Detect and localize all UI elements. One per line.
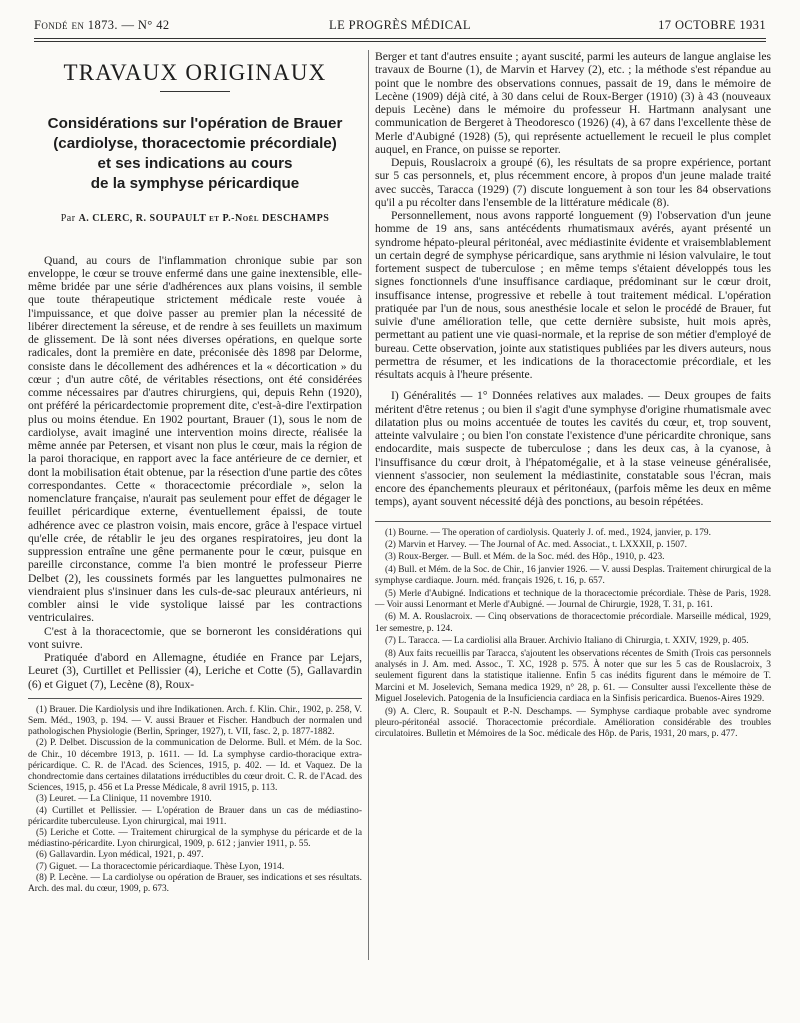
body-paragraph: Quand, au cours de l'inflammation chronique subie par son enveloppe, le cœur se trouve enfermé dans une gaine inextensible, elle-même bridée par une série d'adhérences aux plans voisins, il semble que toute thérapeutique strictement médicale reste vouée à l'impuissance, et que doive passer au premier plan la nécessité de libérer directement la séreuse, et de rendre à ses feuillets un maximum de glissement. De là sont nées diverses opérations, en quelque sorte radicales, dont la première en date, préconisée dès 1898 par Delorme, consiste dans le décollement des adhérences et la « décortication » du cœur ; d'un autre côté, de véritables résections, ont été considérées comme nécessaires par d'autres chirurgiens, qui, depuis Rehn (1920), ont préféré la péricardectomie proprement dite, c'est-à-dire l'extirpation plus ou moins étendue. En 1902 pourtant, Brauer (1), sous le nom de cardiolyse, avait imaginé une intervention moins directe, réalisée la même année par Petersen, et visant non plus le cœur, mais la région de la paroi thoracique, en rapport avec la face antérieure de ce dernier, et dont la mobilisation était obtenue, par la résection d'une partie des côtes correspondantes. Cette « thoracectomie précordiale », selon la nomenclature française, n'aurait pas seulement pour effet de dégager le feuillet péricardique externe, éventuellement épaissi, de toute adhérence avec ce plastron voisin, mais encore, grâce à l'espace virtuel qu'elle crée, de rétablir le jeu des organes respiratoires, jeu dont la suppression entraîne une gêne permanente pour le cœur, puisque en pareille circonstance, comme l'a bien montré le professeur Pierre Delbet (2), les coussinets formés par les languettes pulmonaires ne viendraient plus s'insinuer dans les culs-de-sac pleuraux antérieurs, ni combler ainsi le vide systolique laissé par les contractions ventriculaires. bbox=[28, 253, 362, 625]
header-rule-double bbox=[34, 41, 766, 42]
footnote: (5) Leriche et Cotte. — Traitement chirurgical de la symphyse du péricarde et de la médiastino-péricardite. Lyon chirurgical, 1909, p. 612 ; janvier 1911, p. 55. bbox=[28, 827, 362, 850]
body-paragraph: Depuis, Rouslacroix a groupé (6), les résultats de sa propre expérience, portant sur 5 cas personnels, et, plus récemment encore, à propos d'un jeune malade traité avec succès, Taracca (1929) (7) discute longuement à son tour les 84 observations qu'il a pu récolter dans l'ensemble de la littérature médicale (8). bbox=[375, 156, 771, 209]
header-founded: Fondé en 1873. — N° 42 bbox=[34, 18, 170, 32]
footnote: (4) Curtillet et Pellissier. — L'opération de Brauer dans un cas de médiastino-péricardite tuberculeuse. Lyon chirurgical, mai 1911. bbox=[28, 805, 362, 827]
footnote: (6) Gallavardin. Lyon médical, 1921, p. 497. bbox=[36, 850, 204, 861]
footnotes-rule bbox=[28, 698, 362, 699]
running-header bbox=[34, 16, 766, 36]
footnote: (5) Merle d'Aubigné. Indications et technique de la thoracectomie précordiale. Thèse de Paris, 1928. — Voir aussi Lenormant et Merle d'Aubigné. — Journal de Chirurgie, 1928, T. 31, p. 161. bbox=[375, 588, 771, 610]
byline-authors: A. CLERC, R. SOUPAULT et P.-Noël DESCHAMPS bbox=[78, 213, 330, 225]
body-paragraph: Berger et tant d'autres ensuite ; ayant suscité, parmi les auteurs de langue anglaise les travaux de Bourne (1), de Marvin et Harvey (2), etc. ; la méthode s'est répandue au point que le nombre des observations connues, passait de 19, dans le mémoire de Lecène (1909) déjà cité, à 30 dans celui de Roux-Berger (1910) (3) à 43 (nouveaux depuis Lecène) dans le mémoire du professeur H. Hartmann analysant une communication de Bergeret à Theodoresco (1926) (4), à 67 dans l'excellente thèse de Merle d'Aubigné (1928) (5), qui représente actuellement le recueil le plus complet auquel, en France, on puisse se reporter. bbox=[375, 50, 771, 156]
byline-prefix: Par bbox=[60, 213, 76, 225]
footnote: (8) P. Lecène. — La cardiolyse ou opération de Brauer, ses indications et ses résultats. Arch. des mal. du cœur, 1909, p. 673. bbox=[28, 872, 362, 894]
article-title bbox=[28, 114, 362, 194]
footnote: (2) P. Delbet. Discussion de la communication de Delorme. Bull. et Mém. de la Soc. de Chir., 10 décembre 1913, p. 1611. — Id. La symphyse cardio-thoracique extra-péricardique. C. R. de l'Acad. des Sciences, 1915, p. 402. — Id. et Vaquez. De la chondrectomie dans certaines dilatations irréductibles du cœur droit. C. R. de l'Acad. des Sciences, 1915, p. 456 et La Presse Médicale, 8 avril 1915, p. 113. bbox=[28, 738, 362, 794]
section-title: TRAVAUX ORIGINAUX bbox=[63, 60, 327, 85]
byline bbox=[28, 212, 362, 225]
body-paragraph: Pratiquée d'abord en Allemagne, étudiée en France par Lejars, Leuret (3), Curtillet et Pellissier (4), Leriche et Cotte (5), Gallavardin (6) et Giguet (7), Lecène (8), Roux- bbox=[28, 651, 362, 691]
footnote: (9) A. Clerc, R. Soupault et P.-N. Deschamps. — Symphyse cardiaque probable avec syndrome pleuro-péritonéal associé. Thoracectomie précordiale. Amélioration considérable des troubles circulatoires. Bulletin et Mémoires de la Soc. médicale des Hôp. de Paris, 1931, 20 mars, p. 477. bbox=[375, 706, 771, 740]
article-title-line: et ses indications au cours bbox=[97, 155, 293, 173]
left-footnotes bbox=[28, 705, 362, 895]
body-paragraph: Personnellement, nous avons rapporté longuement (9) l'observation d'un jeune homme de 19 ans, sans antécédents rhumatismaux avérés, ayant présenté un syndrome hépato-pleural péritonéal, avec médiastinite évidente et vraisemblablement un certain degré de symphyse péricardique, sans arythmie ni lésion valvulaire, le tout fortement suspect de tuberculose ; en même temps s'étaient développés tous les signes fonctionnels d'une insuffisance cardiaque, prédominant sur le cœur droit, insuffisance intense, progressive et rebelle à tout traitement médical. L'opération pratiquée par l'un de nous, sous anesthésie locale et selon le procédé de Brauer, fut suivie d'une amélioration telle, que cette dernière subsiste, huit mois après, permettant au patient une vie quasi-normale, et la reprise de son métier d'employé de bureau. Cette observation, jointe aux statistiques publiées par les divers auteurs, nous permettra de résumer, et les indications de la thoracectomie précordiale, et les résultats acquis à l'heure présente. bbox=[375, 209, 771, 381]
header-rule bbox=[34, 38, 766, 39]
footnote: (7) L. Taracca. — La cardiolisi alla Brauer. Archivio Italiano di Chirurgia, t. XXIV, 1929, p. 405. bbox=[385, 636, 749, 647]
footnote: (8) Aux faits recueillis par Taracca, s'ajoutent les observations récentes de Smith (Trois cas personnels analysés in J. Am. med. Assoc., T. XC, 1928 p. 575. À noter que sur les 5 cas de Rouslacroix, 3 seulement figurent dans la statistique italienne. Enfin 5 cas inédits figurent dans le mémoire de T. Marcini et M. Joselevich, Semana medica 1929, n° 28, p. 61. — Consulter aussi l'excellente thèse de Miguel Joselevich. Patogenia de la Insuficiencia cardiaca en la Sinfisis pericardica. Buenos-Aires 1929. bbox=[375, 648, 771, 705]
article-title-line: (cardiolyse, thoracectomie précordiale) bbox=[53, 135, 337, 153]
footnote: (7) Giguet. — La thoracectomie péricardiaque. Thèse Lyon, 1914. bbox=[36, 861, 285, 872]
article-title-line: de la symphyse péricardique bbox=[90, 175, 300, 193]
header-journal-title: LE PROGRÈS MÉDICAL bbox=[329, 18, 471, 32]
header-date: 17 OCTOBRE 1931 bbox=[658, 18, 766, 32]
column-separator bbox=[368, 50, 369, 960]
section-title-rule bbox=[160, 91, 230, 92]
footnote: (6) M. A. Rouslacroix. — Cinq observations de thoracectomie précordiale. Marseille médical, 1929, 1er semestre, p. 124. bbox=[375, 612, 771, 634]
article-title-line: Considérations sur l'opération de Brauer bbox=[47, 115, 343, 133]
right-footnotes bbox=[375, 521, 771, 741]
left-column bbox=[28, 50, 362, 895]
body-paragraph: I) Généralités — 1° Données relatives aux malades. — Deux groupes de faits méritent d'être retenus ; ou bien il s'agit d'une symphyse d'origine rhumatismale avec dilatation plus ou moins accentuée de toutes les cavités du cœur, et, trop souvent, atteinte valvulaire ; ou bien l'on constate l'existence d'une péricardite chronique, sans endocardite, mais suspecte de tuberculose ; dans les deux cas, à la cyanose, à l'insuffisance du cœur droit, à l'hépatomégalie, et à la stase veineuse généralisée, viennent s'associer, non seulement la médiastinite, constatable sous l'écran, mais encore des épanchements pleuraux et péritonéaux, (parfois même les deux en même temps), ayant souvent nécessité déjà des ponctions, au besoin répétées. bbox=[375, 389, 771, 509]
footnote: (3) Roux-Berger. — Bull. et Mém. de la Soc. méd. des Hôp., 1910, p. 423. bbox=[385, 552, 665, 563]
footnote: (4) Bull. et Mém. de la Soc. de Chir., 16 janvier 1926. — V. aussi Desplas. Traitement chirurgical de la symphyse cardiaque. Journ. méd. français 1926, t. 16, p. 657. bbox=[375, 564, 771, 587]
footnote: (1) Bourne. — The operation of cardiolysis. Quaterly J. of. med., 1924, janvier, p. 179. bbox=[385, 527, 711, 538]
footnotes-rule bbox=[375, 521, 771, 522]
footnote: (1) Brauer. Die Kardiolysis und ihre Indikationen. Arch. f. Klin. Chir., 1902, p. 258, V. Sem. Méd., 1903, p. 194. — V. aussi Brauer et Fischer. Handbuch der normalen und pathologischen Physiologie (Berlin, Springer, 1927), t. VII, fasc. 2, p. 1877-1882. bbox=[28, 704, 362, 738]
footnote: (3) Leuret. — La Clinique, 11 novembre 1910. bbox=[36, 794, 212, 805]
right-column bbox=[375, 50, 771, 742]
footnote: (2) Marvin et Harvey. — The Journal of Ac. med. Associat., t. LXXXII, p. 1507. bbox=[385, 539, 688, 550]
body-paragraph: C'est à la thoracectomie, que se borneront les considérations qui vont suivre. bbox=[28, 624, 362, 651]
